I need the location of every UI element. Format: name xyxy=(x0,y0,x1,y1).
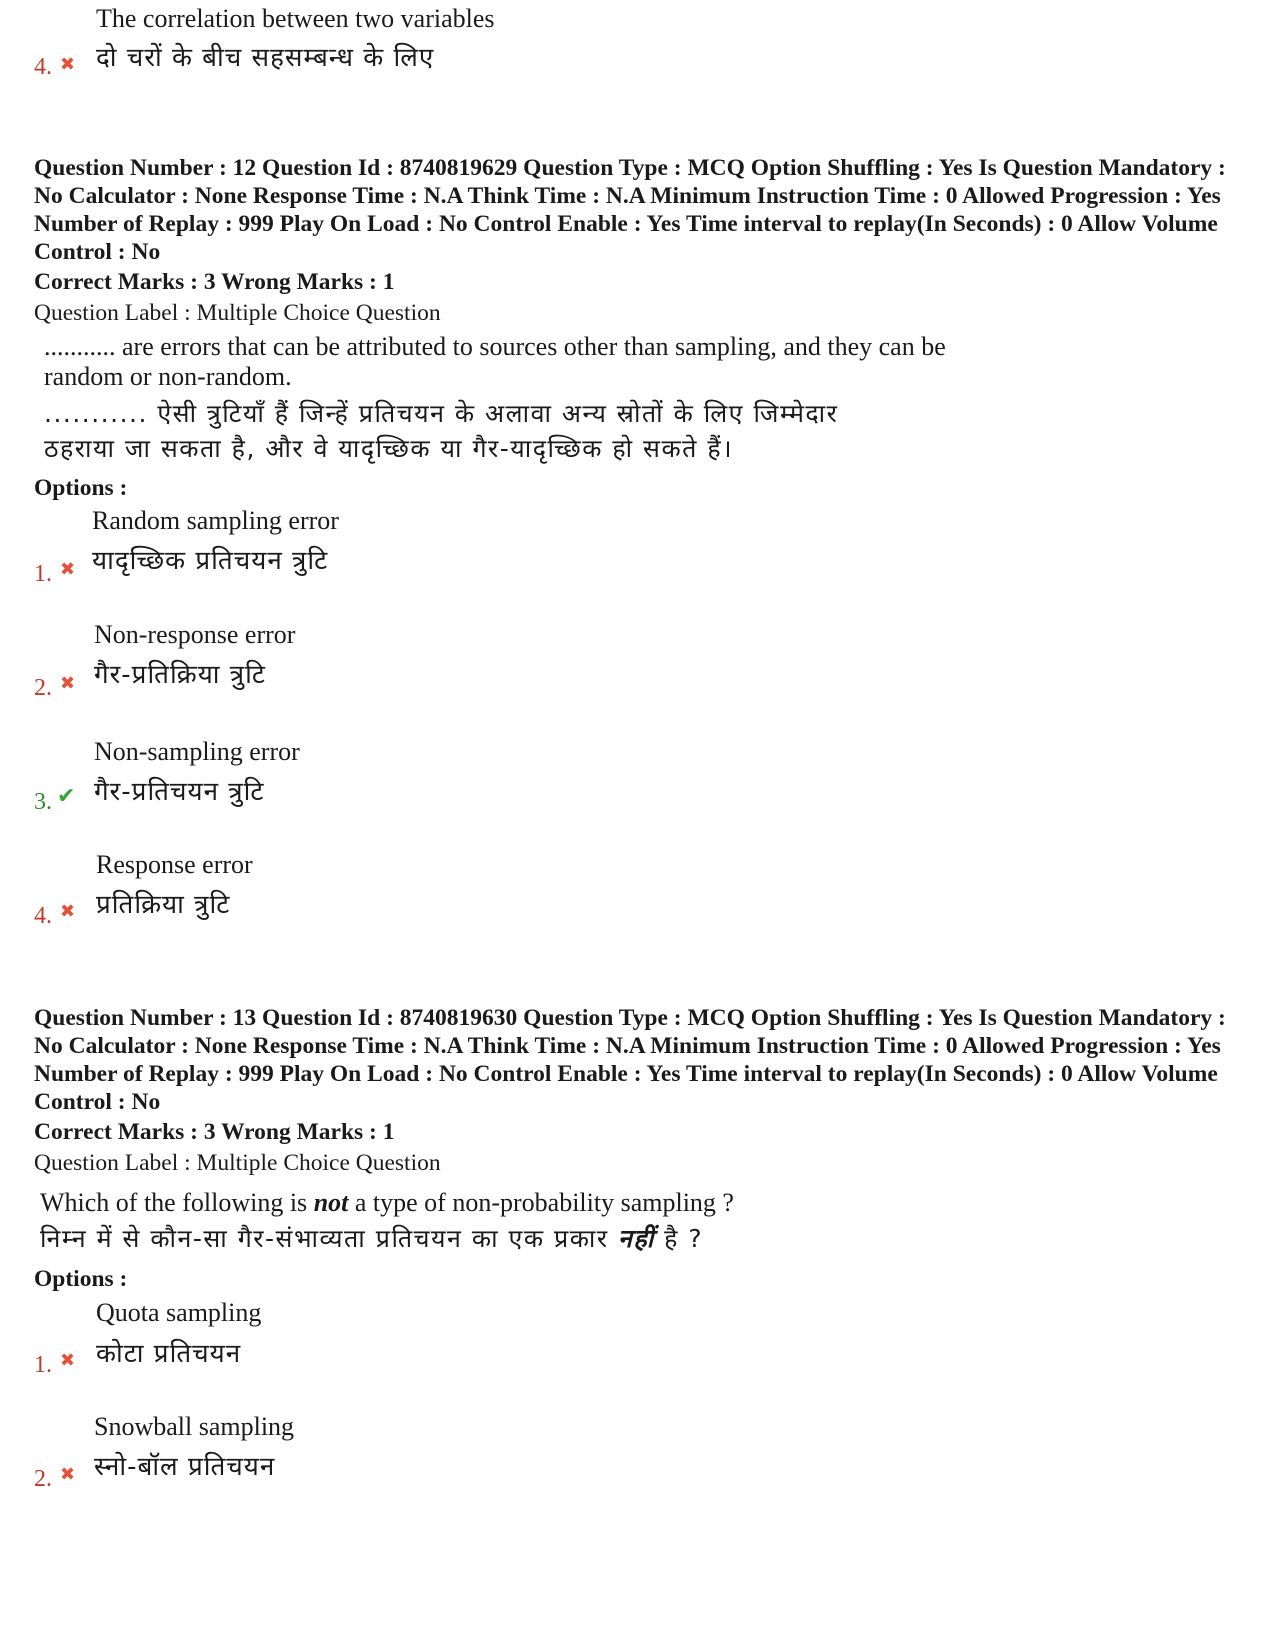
emphasis-not: not xyxy=(313,1188,349,1217)
option-number: 3. xyxy=(34,789,52,815)
question-meta: Question Number : 12 Question Id : 8740819629 Question Type : MCQ Option Shuffling : Yes Is Question Mandatory : No Calculator : None Response Time : N.A Think Time : N.A Minimum Instruction Time : 0 Allowed Progression : Yes Number of Replay : 999 Play On Load : No Control Enable : Yes Time interval to replay(In Seconds) : 0 Allow Volume Control : No xyxy=(34,155,1226,265)
question-meta: Question Number : 13 Question Id : 8740819630 Question Type : MCQ Option Shuffling : Yes Is Question Mandatory : No Calculator : None Response Time : N.A Think Time : N.A Minimum Instruction Time : 0 Allowed Progression : Yes Number of Replay : 999 Play On Load : No Control Enable : Yes Time interval to replay(In Seconds) : 0 Allow Volume Control : No xyxy=(34,1005,1226,1115)
question-text-hi-cont: ठहराया जा सकता है, और वे यादृच्छिक या गैर-यादृच्छिक हो सकते हैं। xyxy=(44,434,734,463)
check-icon: ✔ xyxy=(57,784,76,809)
cross-icon: ✖ xyxy=(60,901,76,922)
question-text-en: ........... are errors that can be attributed to sources other than sampling, and they can be xyxy=(44,332,946,361)
option-number: 2. xyxy=(34,675,52,701)
question-text-hi: ........... ऐसी त्रुटियाँ हैं जिन्हें प्रतिचयन के अलावा अन्य स्रोतों के लिए जिम्मेदार xyxy=(44,399,839,428)
option-number: 1. xyxy=(34,561,52,587)
option-text-en: Random sampling error xyxy=(92,506,339,535)
option-number: 2. xyxy=(34,1466,52,1492)
question-marks: Correct Marks : 3 Wrong Marks : 1 xyxy=(34,1119,395,1145)
question-marks: Correct Marks : 3 Wrong Marks : 1 xyxy=(34,269,395,295)
option-text-en: Quota sampling xyxy=(96,1298,262,1327)
question-text-en-cont: random or non-random. xyxy=(44,362,292,391)
option-text-en: Non-sampling error xyxy=(94,737,300,766)
option-number: 4. xyxy=(34,903,52,929)
emphasis-nahin: नहीं xyxy=(618,1224,655,1253)
option-text-hi: स्नो-बॉल प्रतिचयन xyxy=(94,1452,276,1482)
cross-icon: ✖ xyxy=(60,1464,76,1485)
question-label: Question Label : Multiple Choice Question xyxy=(34,1150,441,1176)
option-number: 1. xyxy=(34,1352,52,1378)
option-text-en: Response error xyxy=(96,850,253,879)
option-text-hi: यादृच्छिक प्रतिचयन त्रुटि xyxy=(92,546,329,576)
question-text-hi: निम्न में से कौन-सा गैर-संभाव्यता प्रतिचयन का एक प्रकार नहीं है ? xyxy=(40,1224,704,1253)
option-text-hi: दो चरों के बीच सहसम्बन्ध के लिए xyxy=(96,43,435,73)
option-text-hi: गैर-प्रतिक्रिया त्रुटि xyxy=(94,660,266,690)
option-number: 4. xyxy=(34,54,52,80)
cross-icon: ✖ xyxy=(60,559,76,580)
option-text-en: The correlation between two variables xyxy=(96,4,495,33)
option-text-hi: गैर-प्रतिचयन त्रुटि xyxy=(94,777,265,807)
cross-icon: ✖ xyxy=(60,54,76,75)
options-heading: Options : xyxy=(34,1266,128,1292)
option-text-hi: कोटा प्रतिचयन xyxy=(96,1339,242,1369)
option-text-en: Snowball sampling xyxy=(94,1412,295,1441)
question-text-en: Which of the following is not a type of non-probability sampling ? xyxy=(40,1188,734,1217)
cross-icon: ✖ xyxy=(60,1350,76,1371)
cross-icon: ✖ xyxy=(60,673,76,694)
option-text-en: Non-response error xyxy=(94,620,296,649)
option-text-hi: प्रतिक्रिया त्रुटि xyxy=(96,890,231,920)
question-label: Question Label : Multiple Choice Question xyxy=(34,300,441,326)
options-heading: Options : xyxy=(34,475,128,501)
